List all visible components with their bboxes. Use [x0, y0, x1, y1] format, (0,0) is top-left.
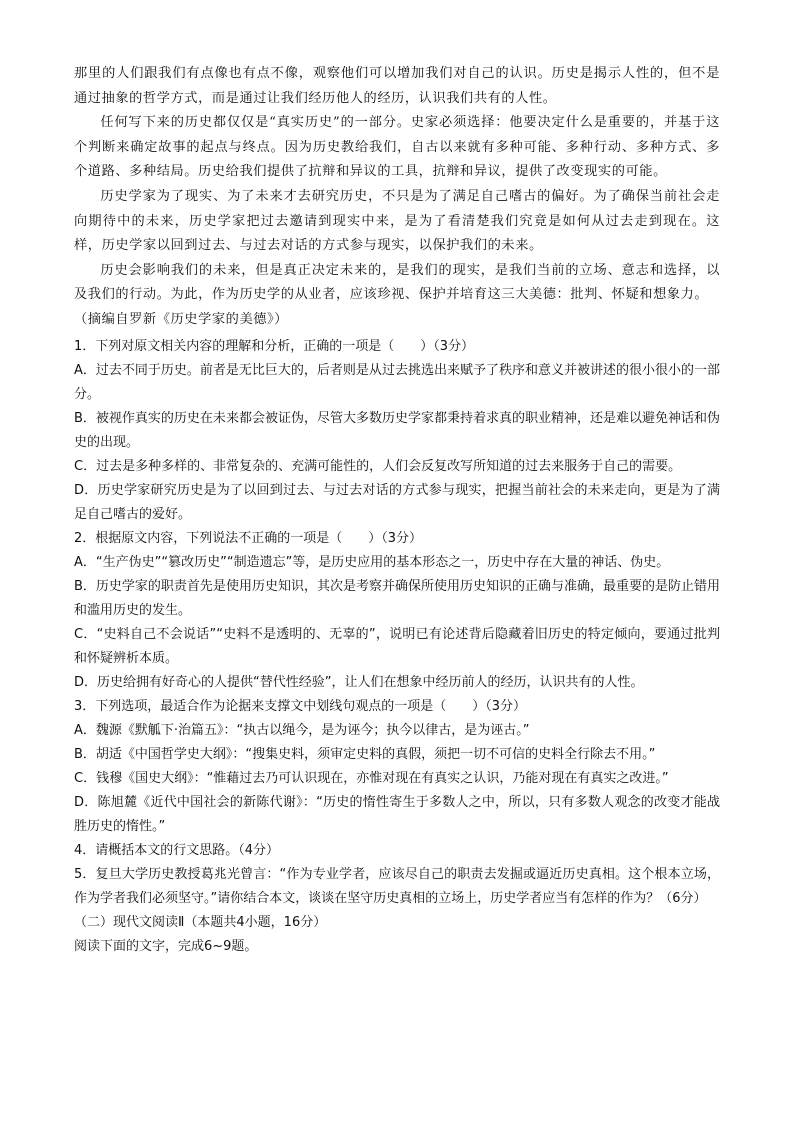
option-c: C．“史料自己不会说话”“史料不是透明的、无辜的”，说明已有论述背后隐藏着旧历史的特定倾向，要通过批判和怀疑辨析本质。: [74, 626, 720, 666]
passage-paragraph-2: 任何写下来的历史都仅仅是“真实历史”的一部分。史家必须选择：他要决定什么是重要的，并基于这个判断来确定故事的起点与终点。因为历史教给我们，自古以来就有多种可能、多种行动、多种方式、多个道路、多种结局。历史给我们提供了抗辩和异议的工具，抗辩和异议，提供了改变现实的可能。: [74, 115, 720, 180]
option-b: B．被视作真实的历史在未来都会被证伪，尽管大多数历史学家都秉持着求真的职业精神，还是难以避免神话和伪史的出现。: [74, 410, 720, 450]
option-b: B．历史学家的职责首先是使用历史知识，其次是考察并确保所使用历史知识的正确与准确，最重要的是防止错用和滥用历史的发生。: [74, 578, 720, 618]
passage-paragraph-3: 历史学家为了现实、为了未来才去研究历史，不只是为了满足自己嗜古的偏好。为了确保当前社会走向期待中的未来，历史学家把过去邀请到现实中来，是为了看清楚我们究竟是如何从过去走到现在。这样，历史学家以回到过去、与过去对话的方式参与现实，以保护我们的未来。: [74, 188, 720, 254]
option-a: A．魏源《默觚下·治篇五》：“执古以绳今，是为诬今；执今以律古，是为诬古。”: [74, 722, 530, 738]
question-stem: 2．根据原文内容，下列说法不正确的一项是（ ）（3分）: [74, 530, 423, 546]
section-heading: （二）现代文阅读Ⅱ（本题共4小题，16分）: [74, 914, 327, 930]
question-1: [74, 335, 720, 527]
question-5: [74, 863, 720, 911]
option-a: A．“生产伪史”“篡改历史”“制造遗忘”等，是历史应用的基本形态之一，历史中存在大量的神话、伪史。: [74, 554, 670, 570]
question-stem: 1．下列对原文相关内容的理解和分析，正确的一项是（ ）（3分）: [74, 338, 475, 354]
option-d: D．陈旭麓《近代中国社会的新陈代谢》：“历史的惰性寄生于多数人之中，所以，只有多数人观念的改变才能战胜历史的惰性。”: [74, 794, 720, 834]
question-4: [74, 839, 720, 863]
passage-paragraph-1: 那里的人们跟我们有点像也有点不像，观察他们可以增加我们对自己的认识。历史是揭示人性的，但不是通过抽象的哲学方式，而是通过让我们经历他人的经历，认识我们共有的人性。: [74, 66, 720, 106]
question-stem: 3．下列选项，最适合作为论据来支撑文中划线句观点的一项是（ ）（3分）: [74, 698, 527, 714]
question-list: [74, 335, 720, 911]
passage-paragraph-4: 历史会影响我们的未来，但是真正决定未来的，是我们的现实，是我们当前的立场、意志和选择，以及我们的行动。为此，作为历史学的从业者，应该珍视、保护并培育这三大美德：批判、怀疑和想象力。: [74, 262, 720, 303]
option-a: A．过去不同于历史。前者是无比巨大的，后者则是从过去挑选出来赋予了秩序和意义并被讲述的很小很小的一部分。: [74, 362, 720, 402]
option-c: C．过去是多种多样的、非常复杂的、充满可能性的，人们会反复改写所知道的过去来服务于自己的需要。: [74, 458, 682, 474]
question-stem: 4．请概括本文的行文思路。（4分）: [74, 842, 280, 858]
option-d: D．历史学家研究历史是为了以回到过去、与过去对话的方式参与现实，把握当前社会的未来走向，更是为了满足自己嗜古的爱好。: [74, 482, 720, 522]
passage-source: （摘编自罗新《历史学家的美德》）: [74, 311, 288, 327]
option-b: B．胡适《中国哲学史大纲》：“搜集史料，须审定史料的真假，须把一切不可信的史料全行除去不用。”: [74, 746, 656, 762]
question-2: [74, 527, 720, 695]
question-stem: 5．复旦大学历史教授葛兆光曾言：“作为专业学者，应该尽自己的职责去发掘或逼近历史真相。这个根本立场，作为学者我们必须坚守。”请你结合本文，谈谈在坚守历史真相的立场上，历史学者应当有怎样的作为？（6分）: [74, 866, 720, 906]
option-d: D．历史给拥有好奇心的人提供“替代性经验”，让人们在想象中经历前人的经历，认识共有的人性。: [74, 674, 644, 690]
section-instruction: 阅读下面的文字，完成6~9题。: [74, 938, 258, 954]
option-c: C．钱穆《国史大纲》：“惟藉过去乃可认识现在，亦惟对现在有真实之认识，乃能对现在有真实之改进。”: [74, 770, 669, 786]
question-3: [74, 695, 720, 839]
reading-passage: [74, 62, 720, 333]
